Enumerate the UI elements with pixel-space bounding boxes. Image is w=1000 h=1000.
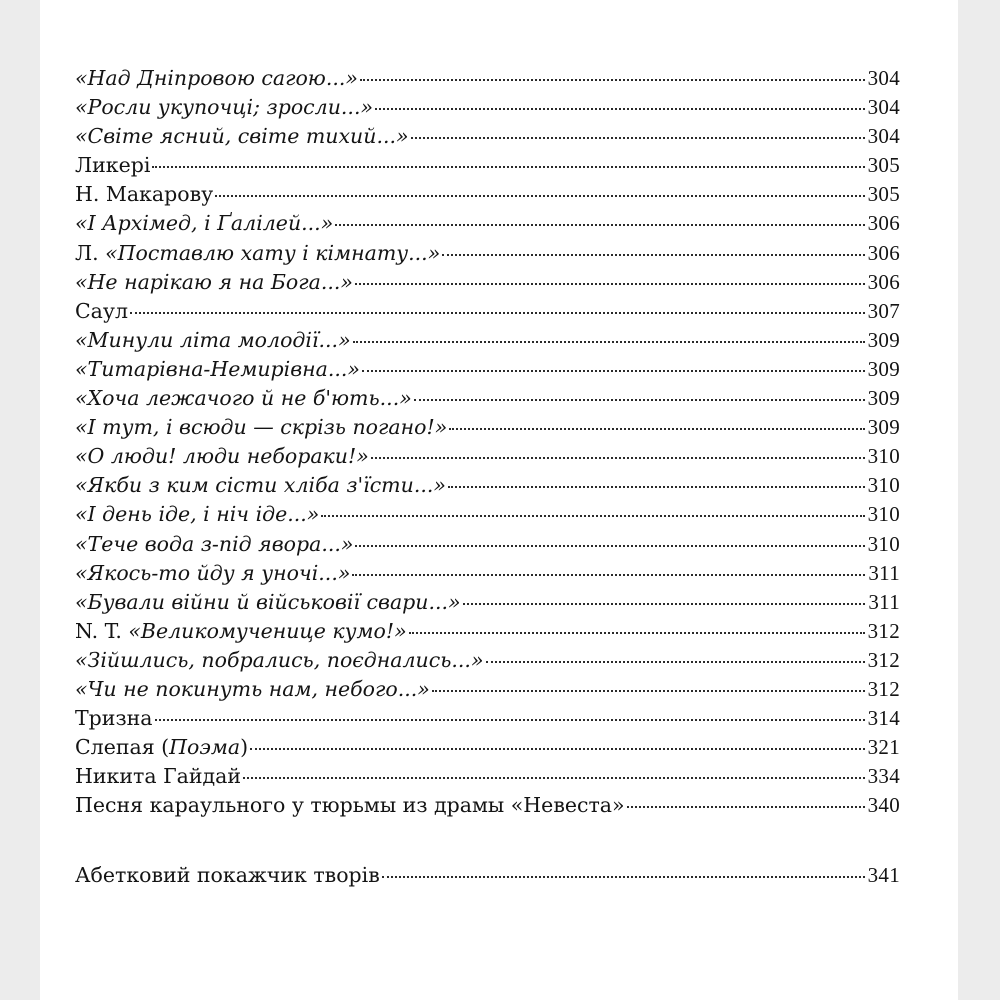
dot-leader bbox=[152, 166, 864, 168]
toc-entry-title-text: Саул bbox=[75, 298, 128, 323]
toc-entry-title bbox=[75, 241, 440, 265]
toc-entry bbox=[75, 415, 900, 444]
dot-leader bbox=[355, 283, 865, 285]
toc-entry-page-number: 310 bbox=[867, 444, 900, 469]
dot-leader bbox=[355, 545, 864, 547]
toc-entry bbox=[75, 561, 900, 590]
toc-entry-prefix: Л. bbox=[75, 240, 106, 265]
toc-entry-title-text: «Хоча лежачого й не б'ють...» bbox=[75, 386, 412, 411]
toc-entry-title bbox=[75, 706, 153, 730]
toc-entry-title-text: Ликері bbox=[75, 153, 151, 178]
toc-entry-title bbox=[75, 648, 484, 672]
toc-entry-page-number: 306 bbox=[867, 240, 900, 265]
toc-entry bbox=[75, 95, 900, 124]
toc-entry bbox=[75, 444, 900, 473]
dot-leader bbox=[353, 341, 865, 343]
toc-entry bbox=[75, 211, 900, 240]
toc-entry-title-text: «Якось-то йду я уночі...» bbox=[75, 560, 351, 585]
toc-entry bbox=[75, 677, 900, 706]
toc-entry bbox=[75, 299, 900, 328]
toc-entry bbox=[75, 735, 900, 764]
toc-entry-title bbox=[75, 735, 248, 759]
toc-entry-page-number: 309 bbox=[867, 327, 900, 352]
toc-entry-title bbox=[75, 793, 625, 817]
toc-entry-title bbox=[75, 357, 360, 381]
toc-entry-title bbox=[75, 415, 447, 439]
toc-entry-page-number: 314 bbox=[867, 706, 900, 731]
dot-leader bbox=[627, 806, 865, 808]
toc-entry bbox=[75, 590, 900, 619]
toc-entry-title-text: «О люди! люди небораки!» bbox=[75, 444, 369, 469]
toc-entry bbox=[75, 182, 900, 211]
toc-entry-title bbox=[75, 619, 407, 643]
toc-entry-title-text: «Над Дніпровою сагою...» bbox=[75, 66, 358, 90]
toc-entry bbox=[75, 764, 900, 793]
toc-entry-page-number: 310 bbox=[867, 502, 900, 527]
toc-entry-page-number: 340 bbox=[867, 793, 900, 818]
toc-entry-title bbox=[75, 532, 353, 556]
toc-entry bbox=[75, 532, 900, 561]
dot-leader bbox=[155, 719, 865, 721]
toc-entry-title-italic: Поэма bbox=[169, 735, 241, 760]
toc-entry-title-text: «Не нарікаю я на Бога...» bbox=[75, 269, 353, 294]
dot-leader bbox=[352, 574, 865, 576]
dot-leader bbox=[362, 370, 865, 372]
toc-entry bbox=[75, 863, 900, 892]
toc-entry-page-number: 312 bbox=[867, 647, 900, 672]
toc-entry-title-text: «Бували війни й військовії свари...» bbox=[75, 589, 461, 614]
toc-entry-title bbox=[75, 66, 358, 90]
toc-entry bbox=[75, 66, 900, 95]
toc-entry-title-text: «Росли укупочці; зросли...» bbox=[75, 95, 374, 120]
toc-entry-title bbox=[75, 764, 241, 788]
toc-entry-title bbox=[75, 561, 350, 585]
toc-entry-title-text: «Зійшлись, побрались, поєднались...» bbox=[75, 647, 484, 672]
toc-entry-title bbox=[75, 270, 353, 294]
toc-entry-title bbox=[75, 299, 128, 323]
toc-entry-title-text: «І тут, і всюди — скрізь погано!» bbox=[75, 415, 448, 440]
toc-entry bbox=[75, 473, 900, 502]
toc-entry-title-text: «Чи не покинуть нам, небого...» bbox=[75, 676, 430, 701]
toc-entry bbox=[75, 328, 900, 357]
toc-entry-title-text: «Минули літа молодії...» bbox=[75, 327, 351, 352]
toc-entry-title bbox=[75, 677, 430, 701]
table-of-contents bbox=[75, 66, 900, 893]
toc-entry bbox=[75, 153, 900, 182]
toc-entry-page-number: 321 bbox=[867, 735, 900, 760]
toc-entry-page-number: 305 bbox=[867, 153, 900, 178]
toc-entry-page-number: 334 bbox=[867, 764, 900, 789]
toc-entry bbox=[75, 502, 900, 531]
toc-entry-title-text: «І день іде, і ніч іде...» bbox=[75, 502, 320, 527]
toc-entry-title bbox=[75, 502, 319, 526]
toc-entry-title bbox=[75, 211, 333, 235]
toc-entry-title bbox=[75, 444, 369, 468]
dot-leader bbox=[463, 603, 866, 605]
toc-entry-page-number: 306 bbox=[867, 269, 900, 294]
toc-entry bbox=[75, 648, 900, 677]
dot-leader bbox=[409, 632, 865, 634]
toc-entry-title-text: «І Архімед, і Ґалілей...» bbox=[75, 211, 334, 236]
toc-entry-page-number: 312 bbox=[867, 618, 900, 643]
toc-entry-page-number: 307 bbox=[867, 298, 900, 323]
dot-leader bbox=[375, 108, 865, 110]
dot-leader bbox=[449, 428, 864, 430]
toc-entry-title bbox=[75, 95, 373, 119]
toc-entry-title-text: «Великомученице кумо!» bbox=[128, 618, 407, 643]
toc-entry-title-text: «Титарівна-Немирівна...» bbox=[75, 356, 360, 381]
toc-entry bbox=[75, 706, 900, 735]
toc-entry-page-number: 311 bbox=[868, 589, 900, 614]
toc-entry-page-number: 304 bbox=[867, 66, 900, 90]
toc-entry-title-suffix: ) bbox=[240, 735, 249, 760]
toc-entry-title bbox=[75, 124, 409, 148]
toc-entry-title bbox=[75, 328, 351, 352]
toc-entry bbox=[75, 793, 900, 822]
toc-entry-title-text: «Поставлю хату і кімнату...» bbox=[105, 240, 441, 265]
dot-leader bbox=[442, 254, 864, 256]
toc-entry-page-number: 309 bbox=[867, 356, 900, 381]
toc-entry-title-text: Слепая ( bbox=[75, 735, 170, 760]
toc-entry-title-text: «Світе ясний, світе тихий...» bbox=[75, 124, 409, 149]
toc-entry-title bbox=[75, 590, 461, 614]
toc-entry-title bbox=[75, 386, 412, 410]
dot-leader bbox=[371, 457, 865, 459]
toc-entry bbox=[75, 619, 900, 648]
dot-leader bbox=[321, 515, 864, 517]
toc-entry bbox=[75, 357, 900, 386]
toc-entry-page-number: 311 bbox=[868, 560, 900, 585]
toc-entry-page-number: 306 bbox=[867, 211, 900, 236]
toc-entry-page-number: 305 bbox=[867, 182, 900, 207]
toc-entry-page-number: 341 bbox=[867, 863, 900, 888]
toc-entry-page-number: 312 bbox=[867, 676, 900, 701]
dot-leader bbox=[335, 224, 864, 226]
dot-leader bbox=[382, 876, 865, 878]
dot-leader bbox=[243, 777, 865, 779]
dot-leader bbox=[360, 79, 865, 81]
toc-entry-page-number: 309 bbox=[867, 386, 900, 411]
dot-leader bbox=[486, 661, 865, 663]
dot-leader bbox=[432, 690, 865, 692]
toc-entry-title bbox=[75, 473, 446, 497]
toc-entry bbox=[75, 124, 900, 153]
toc-entry-title-text: Н. Макарову bbox=[75, 182, 214, 207]
toc-entry-title bbox=[75, 182, 213, 206]
toc-entry-title-text: «Тече вода з-під явора...» bbox=[75, 531, 354, 556]
dot-leader bbox=[448, 486, 865, 488]
dot-leader bbox=[250, 748, 865, 750]
toc-entry-page-number: 309 bbox=[867, 415, 900, 440]
toc-entry-page-number: 310 bbox=[867, 531, 900, 556]
toc-entry-page-number: 304 bbox=[867, 124, 900, 149]
toc-entry-prefix: N. T. bbox=[75, 618, 129, 643]
toc-entry-title-text: «Якби з ким сісти хліба з'їсти...» bbox=[75, 473, 446, 498]
toc-entry bbox=[75, 241, 900, 270]
dot-leader bbox=[414, 399, 865, 401]
toc-entry bbox=[75, 386, 900, 415]
toc-entry bbox=[75, 270, 900, 299]
toc-entry-title-text: Никита Гайдай bbox=[75, 764, 242, 789]
dot-leader bbox=[411, 137, 865, 139]
dot-leader bbox=[130, 312, 865, 314]
toc-entry-title-text: Тризна bbox=[75, 706, 153, 731]
toc-entry-title-text: Песня караульного у тюрьмы из драмы «Невеста» bbox=[75, 793, 625, 818]
toc-entry-page-number: 310 bbox=[867, 473, 900, 498]
dot-leader bbox=[215, 195, 864, 197]
toc-entry-title bbox=[75, 153, 150, 177]
toc-entry-page-number: 304 bbox=[867, 95, 900, 120]
toc-entry-title bbox=[75, 863, 380, 887]
toc-entry-title-text: Абетковий покажчик творів bbox=[75, 863, 380, 888]
